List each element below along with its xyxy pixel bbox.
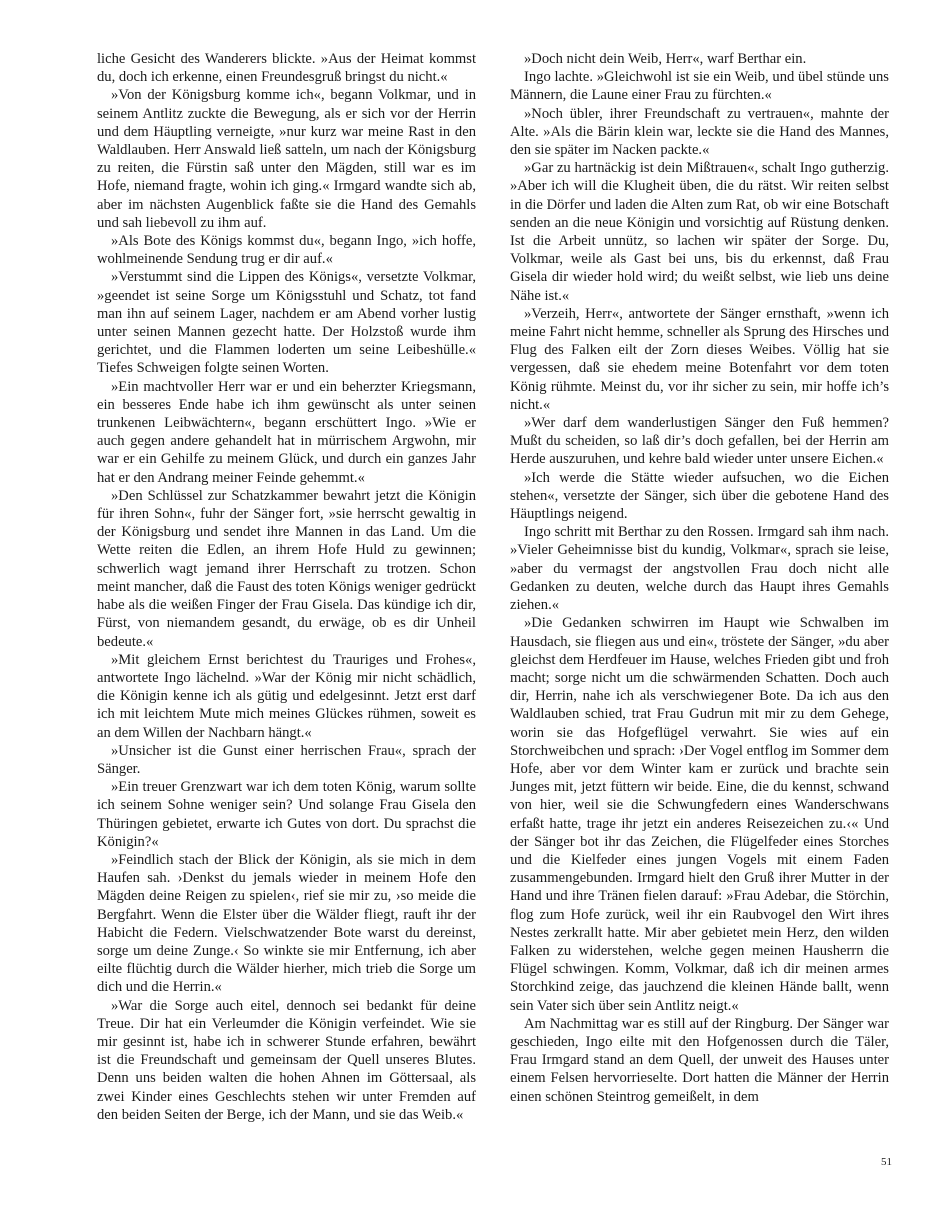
- paragraph: »Unsicher ist die Gunst einer herrischen Frau«, sprach der Sänger.: [97, 742, 476, 777]
- page-number: 51: [881, 1156, 892, 1168]
- paragraph: »Doch nicht dein Weib, Herr«, warf Berthar ein.: [524, 51, 807, 67]
- paragraph: Am Nachmittag war es still auf der Ringburg. Der Sänger war geschieden, Ingo eilte mit den Hofgenossen durch die Täler, Frau Irmgard stand an dem Quell, der unweit des Hauses unter einem Felsen hervorrieselte. Dort hatten die Männer der Herrin einen schönen Steintrog gemeißelt, in dem: [510, 1015, 889, 1105]
- paragraph: »Als Bote des Königs kommst du«, begann Ingo, »ich hoffe, wohlmeinende Sendung trug er dir auf.«: [97, 233, 476, 268]
- paragraph: Ingo schritt mit Berthar zu den Rossen. Irmgard sah ihm nach. »Vieler Geheimnisse bist du kundig, Volkmar«, sprach sie leise, »aber du vermagst der angstvollen Frau doch nicht alle Gedanken zu deuten, welche durch das Haupt ihres Gemahls ziehen.«: [510, 524, 889, 614]
- paragraph: »Wer darf dem wanderlustigen Sänger den Fuß hemmen? Mußt du scheiden, so laß dir’s doch gefallen, bei der Herrin am Herde auszuruhen, und kehre bald wieder unter unsere Eichen.«: [510, 415, 889, 468]
- paragraph: »Den Schlüssel zur Schatzkammer bewahrt jetzt die Königin für ihren Sohn«, fuhr der Sänger fort, »sie herrscht gewaltig in der Königsburg und sendet ihre Mannen in das Land. Um die Wette reiten die Edlen, an ihrem Hofe Huld zu gewinnen; schwerlich wagt jemand ihrer Herrschaft zu trotzen. Schon meint mancher, daß die Faust des toten Königs weniger gedrückt habe als die weißen Finger der Frau Gisela. Das kündige ich dir, Fürst, von niemandem gesandt, du erwäge, ob es dir Unheil bedeute.«: [97, 487, 476, 650]
- paragraph: »Mit gleichem Ernst berichtest du Trauriges und Frohes«, antwortete Ingo lächelnd. »War der König mir nicht schädlich, die Königin kenne ich als gütig und edelgesinnt. Jetzt erst darf ich mit leichtem Mute mich meines Glückes rühmen, soweit es an dem Willen der Nachbarn hängt.«: [97, 651, 476, 741]
- paragraph: »Ein treuer Grenzwart war ich dem toten König, warum sollte ich seinem Sohne weniger sein? Und solange Frau Gisela den Thüringen gebietet, erwarte ich Gutes von dort. Du sprachst die Königin?«: [97, 779, 476, 850]
- paragraph: »Von der Königsburg komme ich«, begann Volkmar, und in seinem Antlitz zuckte die Bewegung, als er sich vor der Herrin und dem Häuptling verneigte, »nur kurz war meine Rast in den Waldlauben. Herr Answald ließ satteln, um nach der Königsburg zu reiten, die Fürstin saß unter den Mägden, still war es im Hofe, niemand fragte, wohin ich ging.« Irmgard wandte sich ab, aber im nächsten Augenblick faßte sie die Hand des Gemahls und sah liebevoll zu ihm auf.: [97, 87, 476, 231]
- paragraph: »Feindlich stach der Blick der Königin, als sie mich in dem Haufen sah. ›Denkst du jemals wieder in meinem Hofe den Mägden deine Reigen zu spielen‹, rief sie mir zu, ›so meide die Bergfahrt. Wenn die Elster über die Wälder fliegt, rauft ihr der Habicht die Federn. Vielschwatzender Bote warst du dereinst, sorge um deine Zunge.‹ So winkte sie mir Entfernung, ich aber eilte flüchtig durch die Wälder hierher, mich trieb die Sorge um dich und die Herrin.«: [97, 851, 476, 996]
- right-text-column: [510, 50, 889, 1106]
- paragraph: »Gar zu hartnäckig ist dein Mißtrauen«, schalt Ingo gutherzig. »Aber ich will die Klugheit üben, die du rätst. Wir reiten selbst in die Dörfer und laden die Alten zum Rat, ob wir eine Botschaft senden an die neue Königin und vorsichtig auf Rüstung denken. Ist die Arbeit unnütz, so lachen wir später der Sorge. Du, Volkmar, weile als Gast bei uns, bis du erkennst, daß Frau Gisela dir wieder hold wird; du weißt selbst, wie lieb uns deine Nähe ist.«: [510, 160, 889, 304]
- paragraph: »Ich werde die Stätte wieder aufsuchen, wo die Eichen stehen«, versetzte der Sänger, sich über die gebotene Hand des Häuptlings neigend.: [510, 469, 889, 523]
- paragraph: »War die Sorge auch eitel, dennoch sei bedankt für deine Treue. Dir hat ein Verleumder die Königin verfeindet. Wie sie mir gesinnt ist, habe ich in schwerer Stunde erfahren, bewährt ist die Freundschaft und gemeinsam der Quell unseres Blutes. Denn uns beiden walten die hohen Ahnen im Göttersaal, als zwei Kinder eines Geschlechts stehen wir unter Fremden auf den beiden Seiten der Berge, ich der Mann, und sie das Weib.«: [97, 997, 476, 1123]
- paragraph: »Verstummt sind die Lippen des Königs«, versetzte Volkmar, »geendet ist seine Sorge um Königsstuhl und Schatz, tot fand man ihn auf seinem Lager, nachdem er am Abend vorher lustig unter seinen Mannen gezecht hatte. Der Holzstoß wurde ihm gerichtet, und die Flammen loderten um seine Leibeshülle.« Tiefes Schweigen folgte seinen Worten.: [97, 269, 476, 377]
- paragraph: »Die Gedanken schwirren im Haupt wie Schwalben im Hausdach, sie fliegen aus und ein«, tröstete der Sänger, »du aber gleichst dem Herdfeuer im Hause, welches Frieden gibt und froh macht; sorge nicht um die schwärmenden Schatten. Doch auch dir, Herrin, nahe ich als verschwiegener Bote. Da ich aus den Waldlauben schied, trat Frau Gudrun mit mir zu dem Gehege, worin sie das Hofgeflügel verwahrt. Sie wies auf ein Storchweibchen und sprach: ›Der Vogel entflog im Sommer dem Hofe, aber vor dem Winter kam er zurück und brachte sein Junges mit, jetzt füttern wir beide. Eine, die du kennst, schwand von hier, weil sie die Schwungfedern eines Wanderschwans erfaßt hatte, trage ihr jetzt ein anderes Reisezeichen zu.‹« Und der Sänger bot ihr das Zeichen, die Flügelfeder eines Storches und die Kielfeder eines jungen Vogels mit einem Faden zusammengebunden. Irmgard hielt den Gruß ihrer Mutter in der Hand und ihre Tränen fielen darauf: »Frau Adebar, die Störchin, flog zum Hofe zurück, weil ihr ein Raubvogel den Wirt ihres Nestes zerkrallt hatte. Mir aber gebietet mein Herz, den wilden Falken zu widerstehen, welche gegen meinen Hausherrn die Flügel schwingen. Komm, Volkmar, daß ich dir meinen armes Storchkind zeige, das jauchzend die kleinen Hände ballt, wenn sein Vater sich über sein Antlitz neigt.«: [510, 615, 889, 1014]
- paragraph: »Noch übler, ihrer Freundschaft zu vertrauen«, mahnte der Alte. »Als die Bärin klein war, leckte sie die Hand des Mannes, den sie später im Nacken packte.«: [510, 105, 889, 159]
- paragraph: Ingo lachte. »Gleichwohl ist sie ein Weib, und übel stünde uns Männern, die Laune einer Frau zu fürchten.«: [510, 69, 889, 104]
- paragraph: liche Gesicht des Wanderers blickte. »Aus der Heimat kommst du, doch ich erkenne, einen Freundesgruß bringst du nicht.«: [97, 51, 476, 86]
- left-text-column: [97, 50, 476, 1124]
- paragraph: »Verzeih, Herr«, antwortete der Sänger ernsthaft, »wenn ich meine Fahrt nicht hemme, schneller als Sprung des Hirsches und Flug des Falken eilt der Zorn dieses Weibes. Völlig hat sie vergessen, daß sie ehedem meine Botenfahrt vor dem toten König rühmte. Meinst du, vor ihr sicher zu sein, mir hoffe ich’s nicht.«: [510, 305, 889, 413]
- paragraph: »Ein machtvoller Herr war er und ein beherzter Kriegsmann, ein besseres Ende habe ich ihm gewünscht als unter seinen trunkenen Leibwächtern«, begann erschüttert Ingo. »Wie er auch gegen andere gehandelt hat in mürrischem Argwohn, mir war er ein Gehilfe zu meinem Glück, und durch ein ganzes Jahr hat er den Andrang meiner Feinde gehemmt.«: [97, 378, 476, 486]
